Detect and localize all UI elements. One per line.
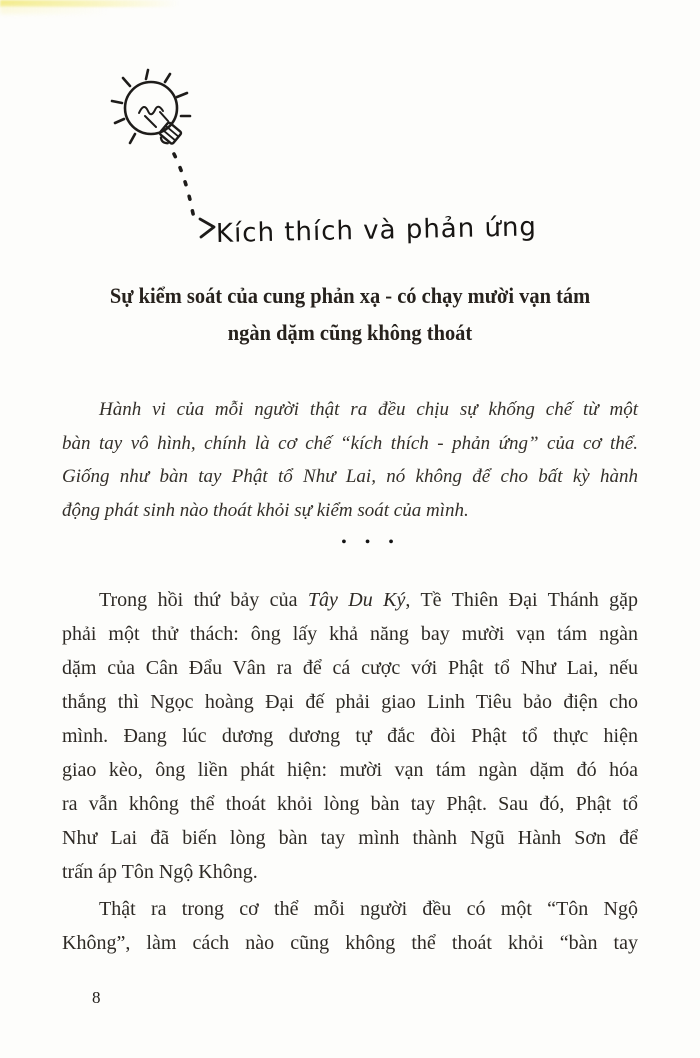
intro-line: Hành vi của mỗi người thật ra đều chịu sự khống chế từ một [99, 399, 638, 420]
body-line: dặm của Cân Đẩu Vân ra để cá cược với Phật tổ Như Lai, nếu [62, 657, 638, 679]
page-number: 8 [92, 988, 101, 1007]
body-line: trấn áp Tôn Ngộ Không. [62, 861, 258, 883]
separator-dots: • • • [341, 534, 401, 551]
dotted-trail [174, 154, 195, 223]
body-paragraph-2 [62, 892, 638, 960]
body-paragraph-1 [62, 583, 638, 889]
body-line: thắng thì Ngọc hoàng Đại đế phải giao Linh Tiêu bảo điện cho [62, 691, 638, 713]
scan-artifact-top-2 [0, 6, 120, 14]
body-line: Như Lai đã biến lòng bàn tay mình thành Ngũ Hành Sơn để [62, 827, 638, 849]
intro-paragraph [62, 393, 638, 527]
body-line [62, 583, 638, 617]
intro-line: Giống như bàn tay Phật tổ Như Lai, nó không để cho bất kỳ hành [62, 466, 638, 487]
body-line: Không”, làm cách nào cũng không thể thoát khỏi “bàn tay [62, 932, 638, 954]
arrow-right-icon [200, 219, 214, 237]
chapter-subtitle [82, 277, 618, 351]
body-line: mình. Đang lúc dương dương tự đắc đòi Phật tổ thực hiện [62, 725, 638, 747]
subtitle-line-1: Sự kiểm soát của cung phản xạ - có chạy mười vạn tám [109, 283, 591, 308]
subtitle-line-2: ngàn dặm cũng không thoát [227, 320, 473, 345]
body-line: giao kèo, ông liền phát hiện: mười vạn tám ngàn dặm đó hóa [62, 759, 638, 781]
intro-line: động phát sinh nào thoát khỏi sự kiểm soát của mình. [62, 499, 469, 521]
body-line: phải một thử thách: ông lấy khả năng bay mười vạn tám ngàn [62, 623, 638, 645]
body-line-text: Trong hồi thứ bảy của [99, 589, 308, 611]
body-line: Thật ra trong cơ thể mỗi người đều có một “Tôn Ngộ [99, 898, 638, 920]
body-line-text: , Tề Thiên Đại Thánh gặp [405, 589, 639, 611]
chapter-title-handwritten: Kích thích và phản ứng [215, 212, 538, 249]
body-line: ra vẫn không thể thoát khỏi lòng bàn tay Phật. Sau đó, Phật tổ [62, 793, 638, 815]
book-title-italic: Tây Du Ký [307, 589, 406, 611]
intro-line: bàn tay vô hình, chính là cơ chế “kích thích - phản ứng” của cơ thể. [62, 432, 638, 454]
